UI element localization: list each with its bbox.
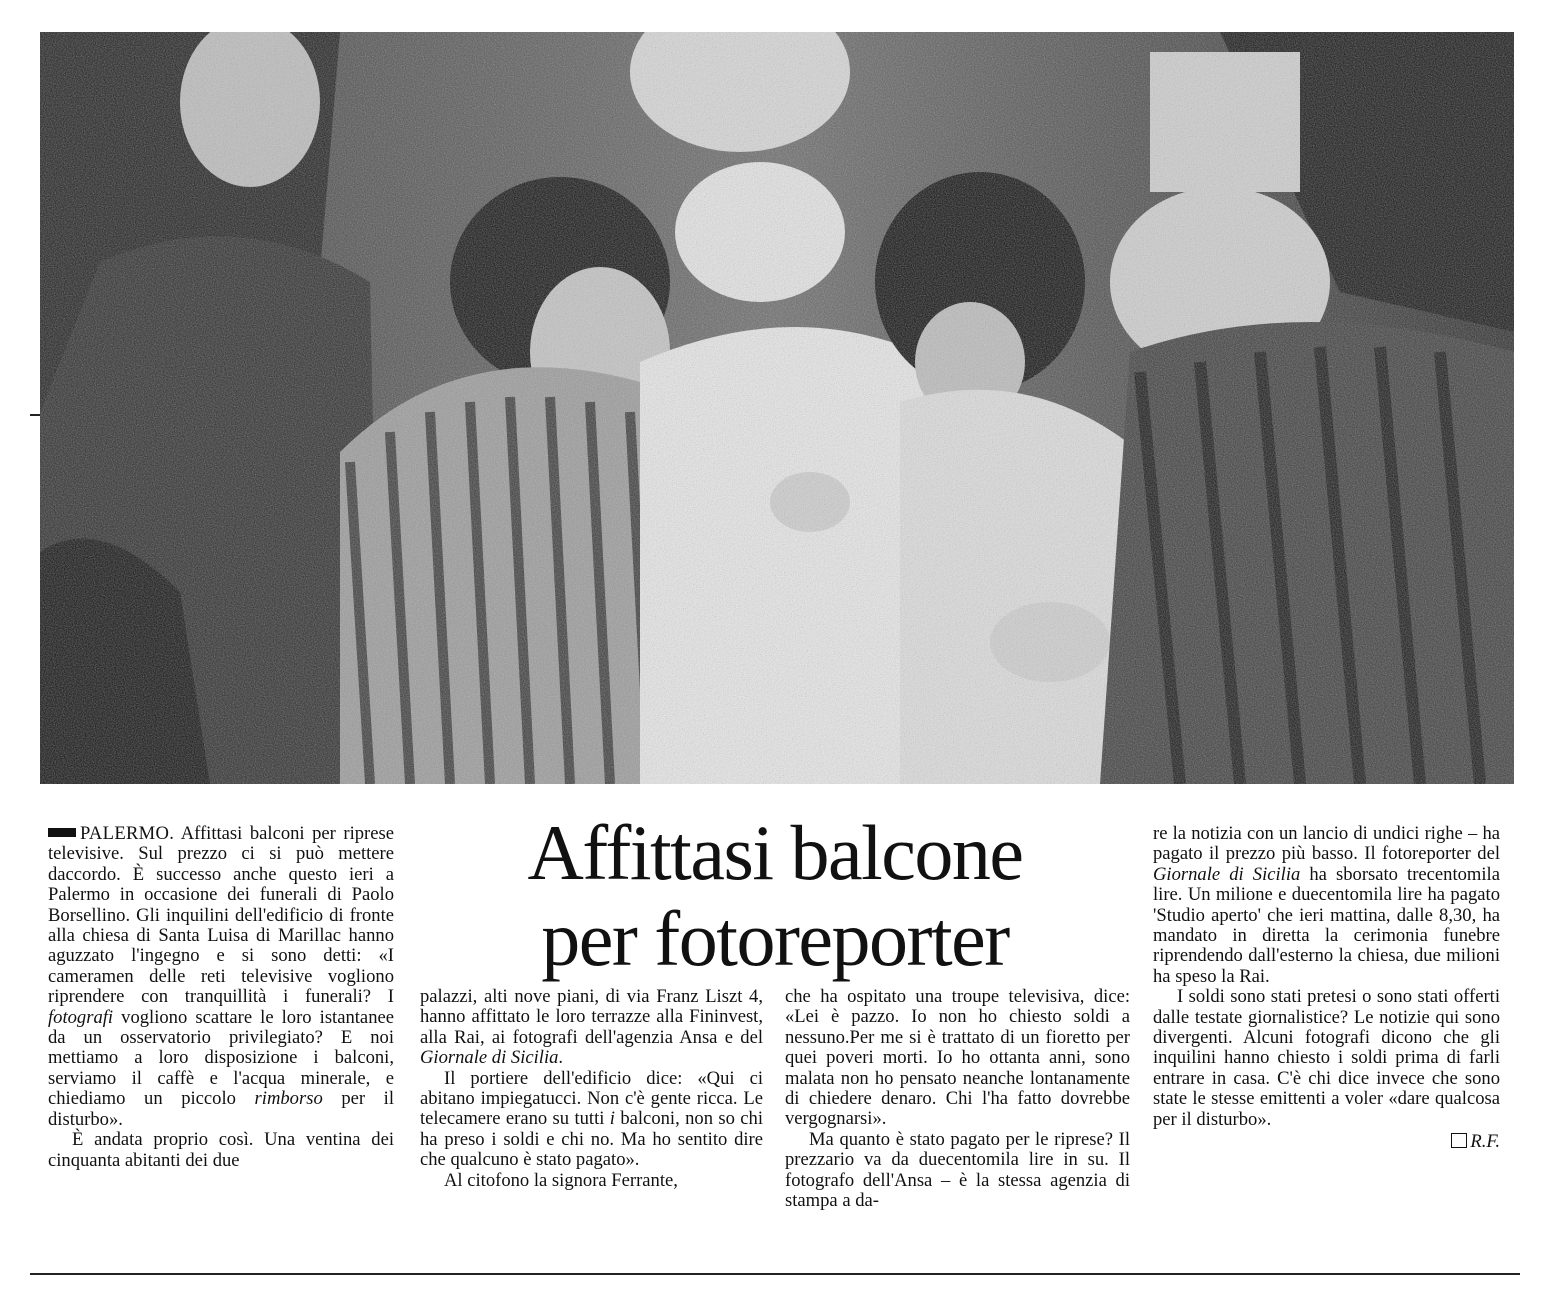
- italic-text: rimborso: [254, 1088, 323, 1110]
- article-column-3: [785, 987, 1130, 1211]
- margin-tick: [30, 414, 40, 416]
- article-column-1: [48, 824, 394, 1171]
- italic-text: Giornale di Sicilia: [1153, 863, 1301, 885]
- signature-box-icon: [1451, 1133, 1467, 1148]
- headline-line-1: Affittasi balcone: [527, 809, 1023, 896]
- article-paragraph: [1153, 824, 1500, 987]
- article-paragraph: [48, 824, 394, 1130]
- paragraph-text: per il disturbo».: [48, 1088, 395, 1130]
- article-paragraph: che ha ospitato una troupe televisiva, dice: «Lei è pazzo. Io non ho chiesto soldi a nessuno.Per me si è trattato di un fioretto per quei poveri morti. Io ho ottanta anni, sono malata non ho pensato neanche lontanamente di chiedere denaro. Chi l'ha fatto dovrebbe vergognarsi».: [785, 986, 1130, 1130]
- article-paragraph: I soldi sono stati pretesi o sono stati offerti dalle testate giornalistice? Le notizie qui sono divergenti. Alcuni fotografi dicono che gli inquilini hanno chiesto i soldi prima di farli entrare in casa. C'è chi dice invece che sono state le stesse emittenti a voler «dare qualcosa per il disturbo».: [1153, 986, 1500, 1130]
- article-paragraph: Al citofono la signora Ferrante,: [444, 1169, 678, 1191]
- article-paragraph: È andata proprio così. Una ventina dei cinquanta abitanti dei due: [48, 1129, 394, 1171]
- article-paragraph: Ma quanto è stato pagato per le riprese? Il prezzario va da duecentomila lire in su. Il fotografo dell'Ansa – è la stessa agenzia di stampa a da-: [785, 1128, 1130, 1212]
- dateline: PALERMO.: [80, 823, 175, 844]
- italic-text: Giornale di Sicilia: [420, 1047, 559, 1069]
- italic-text: i: [609, 1108, 615, 1130]
- paragraph-text: balconi, non so chi ha preso i soldi e chi no. Ma ho sentito dire che qualcuno è stato pagato».: [420, 1108, 763, 1171]
- italic-text: fotografi: [48, 1006, 114, 1028]
- paragraph-text: Il portiere dell'edificio dice: «Qui ci abitano impiegatucci. Non c'è gente ricca. Le telecamere erano su tutti: [420, 1067, 763, 1130]
- author-signature: [1153, 1132, 1500, 1152]
- paragraph-text: palazzi, alti nove piani, di via Franz Liszt 4, hanno affittato le loro terrazze alla Fininvest, alla Rai, ai fotografi dell'agenzia Ansa e del: [420, 986, 763, 1048]
- signature-initials: R.F.: [1470, 1131, 1500, 1153]
- article-column-2: [420, 987, 763, 1191]
- paragraph-text: .: [558, 1047, 564, 1069]
- paragraph-text: ha sborsato trecentomila lire. Un milione e duecentomila lire ha pagato 'Studio aperto' che ieri mattina, dalle 8,30, ha mandato in diretta la cerimonia funebre riprendendo dall'esterno la chiesa, due milioni ha speso la Rai.: [1153, 863, 1500, 987]
- bottom-rule: [30, 1273, 1520, 1275]
- paragraph-text: re la notizia con un lancio di undici righe – ha pagato il prezzo più basso. Il fotoreporter del: [1153, 823, 1500, 865]
- paragraph-text: vogliono scattare le loro istantanee da un osservatorio privilegiato? E noi mettiamo a loro disposizione i balconi, serviamo il caffè e l'acqua minerale, e chiediamo un piccolo: [48, 1006, 394, 1110]
- paragraph-text: Affittasi balconi per riprese televisive. Sul prezzo ci si può mettere daccordo. È successo anche questo ieri a Palermo in occasione dei funerali di Paolo Borsellino. Gli inquilini dell'edificio di fronte alla chiesa di Santa Luisa di Marillac hanno aguzzato l'ingegno e si sono detti: «I cameramen delle reti televisive vogliono riprendere con tranquillità i funerali? I: [48, 823, 394, 1008]
- article-column-4: [1153, 824, 1500, 1153]
- news-photo: [40, 32, 1514, 784]
- dateline-bar: [48, 828, 76, 837]
- article-paragraph: [420, 1069, 763, 1171]
- photo-crowd-illustration: [40, 32, 1514, 784]
- headline-line-2: per fotoreporter: [541, 895, 1009, 982]
- article-headline: [400, 810, 1150, 982]
- article-paragraph: [420, 987, 763, 1069]
